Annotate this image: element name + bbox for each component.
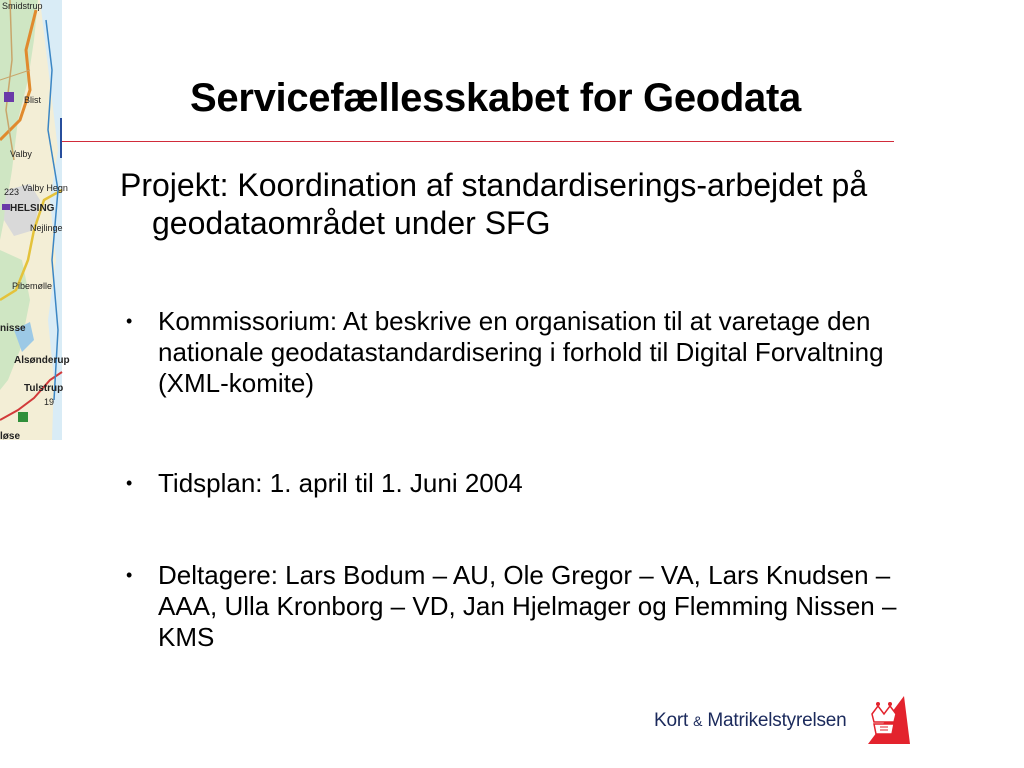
bullet-symbol: • bbox=[126, 311, 133, 331]
map-label: Smidstrup bbox=[2, 1, 43, 11]
bullet-item bbox=[120, 468, 910, 499]
map-label: løse bbox=[0, 431, 21, 442]
map-graphic bbox=[0, 0, 62, 440]
logo-name-part1: Kort bbox=[654, 710, 689, 731]
map-label: Blist bbox=[24, 95, 42, 105]
map-label: Valby Hegn bbox=[22, 183, 68, 193]
bullet-text: Kommissorium: At beskrive en organisation til at varetage den nationale geodatastandardisering i forhold til Digital Forvaltning (XML-komite) bbox=[158, 306, 884, 398]
bullet-text: Deltagere: Lars Bodum – AU, Ole Gregor – VA, Lars Knudsen – AAA, Ulla Kronborg – VD, Jan Hjelmager og Flemming Nissen – KMS bbox=[158, 560, 897, 652]
crown-emblem-icon bbox=[864, 694, 910, 746]
logo-text bbox=[654, 710, 847, 732]
map-label: Tulstrup bbox=[24, 383, 64, 394]
bullet-item bbox=[120, 306, 910, 399]
logo-ampersand: & bbox=[693, 713, 703, 729]
map-label: Alsønderup bbox=[14, 355, 70, 366]
title-rule bbox=[62, 141, 894, 142]
bullet-text: Tidsplan: 1. april til 1. Juni 2004 bbox=[158, 468, 523, 498]
map-label: 223 bbox=[4, 187, 20, 197]
map-label: nisse bbox=[0, 323, 26, 334]
logo-name-part2: Matrikelstyrelsen bbox=[707, 710, 847, 731]
map-label: Pibemølle bbox=[12, 281, 53, 291]
title-rule-mark bbox=[60, 118, 62, 158]
map-strip bbox=[0, 0, 70, 442]
kms-logo bbox=[650, 694, 912, 746]
slide-title: Servicefællesskabet for Geodata bbox=[190, 76, 801, 120]
main-point: Projekt: Koordination af standardiserings-arbejdet på geodataområdet under SFG bbox=[120, 167, 868, 241]
bullet-item bbox=[120, 560, 910, 653]
map-label: HELSING bbox=[10, 203, 55, 214]
map-label: 19 bbox=[44, 397, 55, 407]
map-label: Valby bbox=[10, 149, 32, 159]
bullet-symbol: • bbox=[126, 565, 133, 585]
map-label: Nejlinge bbox=[30, 223, 63, 233]
bullet-symbol: • bbox=[126, 473, 133, 493]
